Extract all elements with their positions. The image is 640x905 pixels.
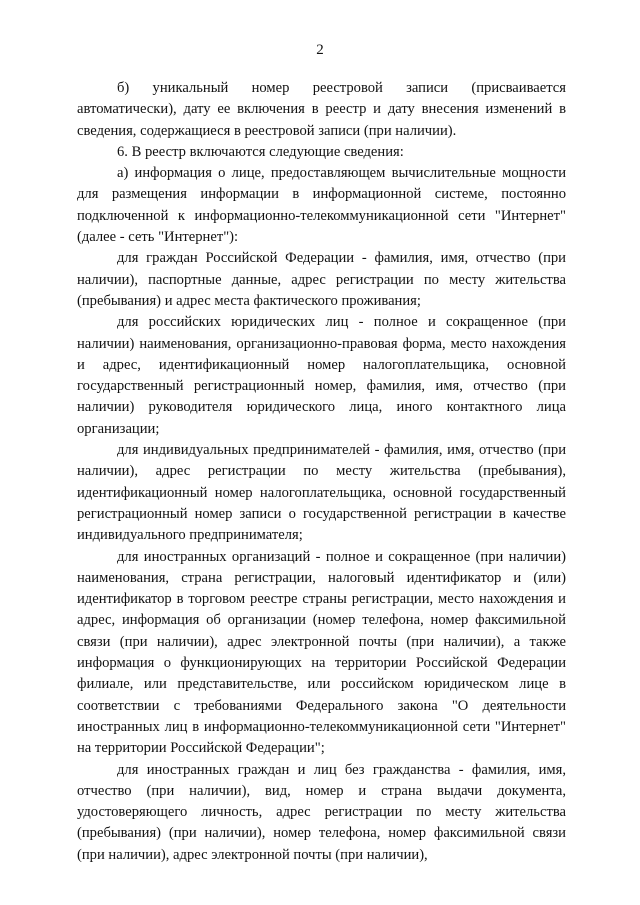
paragraph-section-6-heading: 6. В реестр включаются следующие сведения: — [117, 143, 404, 160]
page-number: 2 — [316, 42, 324, 58]
paragraph-individual-entrepreneurs: для индивидуальных предпринимателей - фамилия, имя, отчество (при наличии), адрес регистрации по месту жительства (пребывания), идентификационный номер налогоплательщика, основной государственный регистрационный номер записи о государственной регистрации в качестве индивидуального предпринимателя; — [77, 442, 566, 544]
paragraph-russian-legal-entities: для российских юридических лиц - полное и сокращенное (при наличии) наименования, организационно-правовая форма, место нахождения и адрес, идентификационный номер налогоплательщика, основной государственный регистрационный номер, фамилия, имя, отчество (при наличии) руководителя юридического лица, иного контактного лица организации; — [77, 314, 566, 437]
paragraph-item-a-computing-provider: а) информация о лице, предоставляющем вычислительные мощности для размещения информации в информационной системе, постоянно подключенной к информационно-телекоммуникационной сети "Интернет" (далее - сеть "Интернет"): — [77, 165, 566, 246]
paragraph-foreign-organizations: для иностранных организаций - полное и сокращенное (при наличии) наименования, страна регистрации, налоговый идентификатор и (или) идентификатор в торговом реестре страны регистрации, место нахождения и адрес, информация об организации (номер телефона, номер факсимильной связи (при наличии), адрес электронной почты (при наличии), а также информация о функционирующих на территории Российской Федерации филиале, или представительстве, или российском юридическом лице в соответствии с требованиями Федерального закона "О деятельности иностранных лиц в информационно-телекоммуникационной сети "Интернет" на территории Российской Федерации"; — [77, 548, 566, 757]
document-body — [77, 78, 566, 866]
paragraph-foreign-citizens: для иностранных граждан и лиц без гражданства - фамилия, имя, отчество (при наличии), вид, номер и страна выдачи документа, удостоверяющего личность, адрес регистрации по месту жительства (пребывания) (при наличии), номер телефона, номер факсимильной связи (при наличии), адрес электронной почты (при наличии), — [77, 761, 566, 863]
paragraph-russian-citizens: для граждан Российской Федерации - фамилия, имя, отчество (при наличии), паспортные данные, адрес регистрации по месту жительства (пребывания) и адрес места фактического проживания; — [77, 250, 566, 309]
paragraph-item-b-registry-record: б) уникальный номер реестровой записи (присваивается автоматически), дату ее включения в реестр и дату внесения изменений в сведения, содержащиеся в реестровой записи (при наличии). — [77, 80, 566, 139]
